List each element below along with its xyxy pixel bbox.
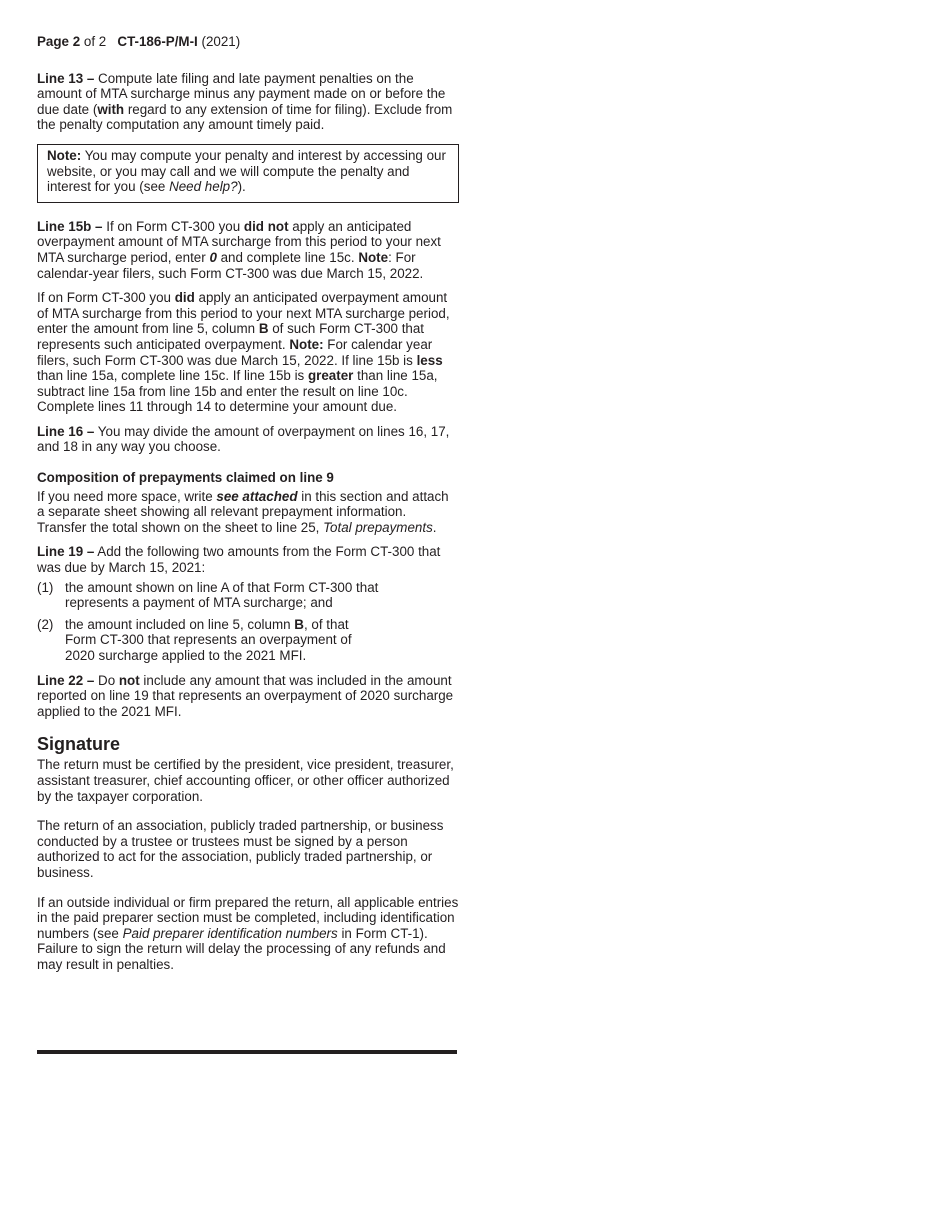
did-apply-did: did (174, 290, 195, 306)
composition-text-2: in this section and attach a separate sheet showing all relevant prepayment information. Transfer the total shown on the sheet to line 25, (37, 488, 449, 535)
bottom-rule (37, 1050, 457, 1054)
list-item-number: (1) (37, 579, 54, 595)
line-22-text-end: include any amount that was included in the amount reported on line 19 that represents an overpayment of 2020 surcharge applied to the 2021 MFI. (37, 672, 454, 719)
signature-text-end: in Form CT-1). Failure to sign the return will delay the processing of any refunds and may result in penalties. (37, 925, 446, 972)
line-13-label: Line 13 – (37, 70, 95, 86)
list-item-text-b: , of that Form CT-300 that represents an overpayment of 2020 surcharge applied to the 2021 MFI. (65, 616, 352, 663)
signature-paragraph-3 (37, 895, 459, 973)
did-apply-text: If on Form CT-300 you (37, 290, 175, 306)
line-15b-did-not: did not (243, 218, 289, 234)
line-15b-note-text: : For calendar-year filers, such Form CT-300 was due March 15, 2022. (37, 249, 424, 281)
line-15b-text: If on Form CT-300 you (102, 218, 244, 234)
signature-heading: Signature (37, 734, 121, 755)
note-label: Note: (47, 147, 82, 163)
line-22-not: not (118, 672, 140, 688)
line-16-paragraph (37, 424, 459, 455)
line-13-text: Compute late filing and late payment penalties on the amount of MTA surcharge minus any payment made on or before the due date ( (37, 70, 446, 117)
line-13-paragraph (37, 71, 459, 133)
note-text: You may compute your penalty and interest by accessing our website, or you may call and we will compute the penalty and interest for you (see (47, 147, 446, 195)
page-of: of 2 (80, 34, 118, 49)
did-apply-text-3: of such Form CT-300 that represents such anticipated overpayment. (37, 321, 425, 352)
note-text-end: ). (237, 179, 246, 195)
need-help-reference: Need help? (169, 179, 238, 195)
list-item-text (65, 617, 459, 664)
line-16-label: Line 16 – (37, 423, 95, 439)
did-apply-text-2: apply an anticipated overpayment amount of MTA surcharge from this period to your next MTA surcharge period, enter the amount from line 5, column (37, 290, 450, 337)
did-apply-text-4: For calendar year filers, such Form CT-300 was due March 15, 2022. If line 15b is (37, 336, 433, 368)
line-22-paragraph (37, 673, 459, 720)
line-19-list (37, 580, 459, 664)
list-item-text-a: the amount included on line 5, column (65, 616, 295, 632)
note-paragraph (47, 148, 449, 195)
paid-preparer-reference: Paid preparer identification numbers (122, 925, 338, 941)
line-15b-note-label: Note (358, 249, 389, 265)
signature-text: If an outside individual or firm prepared the return, all applicable entries in the paid preparer section must be completed, including identification numbers (see (37, 894, 459, 941)
list-item (37, 580, 459, 611)
list-item-number: (2) (37, 616, 54, 632)
did-apply-text-5: than line 15a, complete line 15c. If line 15b is (37, 368, 308, 384)
did-apply-note-label: Note: (289, 336, 324, 352)
list-item-column-b: B (294, 616, 304, 632)
line-15b-text-2: apply an anticipated overpayment amount of MTA surcharge from this period to your next MTA surcharge period, enter (37, 218, 441, 265)
page-header (37, 34, 459, 50)
line-22-label: Line 22 – (37, 672, 95, 688)
line-13-text-end: regard to any extension of time for filing). Exclude from the penalty computation any amount timely paid. (37, 101, 453, 133)
form-id: CT-186-P/M-I (117, 34, 198, 49)
list-item-text: the amount shown on line A of that Form CT-300 that represents a payment of MTA surcharge; and (65, 579, 379, 611)
did-apply-less: less (416, 352, 443, 368)
line-15b-label: Line 15b – (37, 218, 103, 234)
line-15b-zero: 0 (209, 249, 217, 265)
line-19-label: Line 19 – (37, 544, 95, 560)
signature-paragraph-1: The return must be certified by the president, vice president, treasurer, assistant treasurer, chief accounting officer, or other officer authorized by the taxpayer corporation. (37, 757, 454, 804)
page-label: Page 2 (37, 34, 81, 49)
composition-text: If you need more space, write (37, 488, 217, 504)
total-prepayments-reference: Total prepayments (323, 519, 433, 535)
line-19-text: Add the following two amounts from the Form CT-300 that was due by March 15, 2021: (37, 544, 441, 576)
did-apply-text-6: than line 15a, subtract line 15a from line 15b and enter the result on line 10c. Complete lines 11 through 14 to determine your amount due. (37, 368, 438, 415)
line-15b-text-3: and complete line 15c. (216, 249, 359, 265)
form-year: (2021) (197, 34, 241, 49)
line-15b-paragraph (37, 219, 459, 281)
did-apply-paragraph (37, 290, 459, 415)
line-22-text: Do (94, 672, 119, 688)
line-16-text: You may divide the amount of overpayment on lines 16, 17, and 18 in any way you choose. (37, 423, 450, 455)
composition-heading: Composition of prepayments claimed on line 9 (37, 470, 334, 486)
text-column (37, 34, 459, 982)
line-13-with: with (97, 101, 125, 117)
signature-paragraph-2: The return of an association, publicly traded partnership, or business conducted by a trustee or trustees must be signed by a person authorized to act for the association, publicly traded partnership, or business. (37, 818, 444, 880)
list-item (37, 617, 459, 664)
did-apply-greater: greater (307, 368, 354, 384)
see-attached: see attached (216, 488, 298, 504)
composition-paragraph (37, 489, 459, 536)
did-apply-column-b: B (258, 321, 269, 337)
line-19-paragraph (37, 544, 459, 575)
note-box (37, 144, 459, 203)
composition-text-end: . (432, 519, 437, 535)
